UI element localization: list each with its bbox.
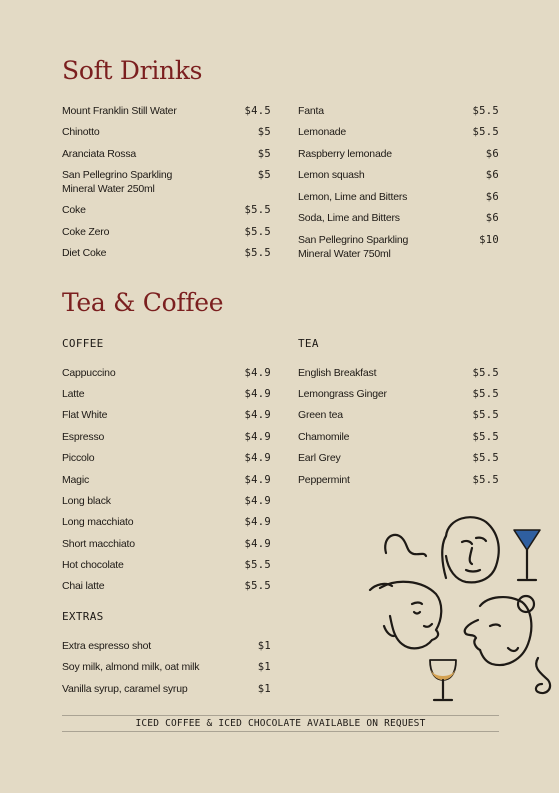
menu-item	[62, 225, 271, 239]
item-name: Hot chocolate	[62, 559, 124, 571]
menu-item	[62, 558, 271, 572]
item-price: $1	[257, 683, 271, 695]
menu-item	[298, 473, 499, 487]
item-name: Cappuccino	[62, 367, 116, 379]
item-price: $5	[257, 148, 271, 160]
item-price: $6	[485, 212, 499, 224]
item-name: Vanilla syrup, caramel syrup	[62, 683, 188, 695]
item-price: $6	[485, 148, 499, 160]
item-name: Diet Coke	[62, 247, 107, 259]
menu-item	[62, 639, 271, 653]
item-name: Extra espresso shot	[62, 640, 151, 652]
item-name: Coke	[62, 204, 86, 216]
item-name: Flat White	[62, 409, 108, 421]
menu-item	[62, 579, 271, 593]
item-price: $5.5	[244, 580, 271, 592]
coffee-heading: COFFEE	[62, 337, 104, 350]
item-name: Lemongrass Ginger	[298, 388, 387, 400]
item-name: Chinotto	[62, 126, 100, 138]
menu-item	[62, 408, 271, 422]
item-price: $4.5	[244, 105, 271, 117]
menu-item	[298, 104, 499, 118]
item-price: $4.9	[244, 367, 271, 379]
menu-item	[298, 366, 499, 380]
item-name: Earl Grey	[298, 452, 341, 464]
menu-item	[62, 430, 271, 444]
item-name: Latte	[62, 388, 85, 400]
item-name: Chamomile	[298, 431, 350, 443]
item-price: $4.9	[244, 431, 271, 443]
menu-item	[62, 451, 271, 465]
item-price: $5.5	[472, 367, 499, 379]
item-name: Soy milk, almond milk, oat milk	[62, 661, 200, 673]
item-price: $5.5	[244, 226, 271, 238]
item-name: Lemon, Lime and Bitters	[298, 191, 408, 203]
item-price: $4.9	[244, 538, 271, 550]
menu-item	[62, 660, 271, 674]
menu-item	[62, 387, 271, 401]
item-price: $6	[485, 169, 499, 181]
item-price: $10	[479, 234, 499, 246]
item-name: Raspberry lemonade	[298, 148, 392, 160]
menu-item	[298, 408, 499, 422]
item-price: $5.5	[472, 452, 499, 464]
item-name: English Breakfast	[298, 367, 377, 379]
item-name: Long black	[62, 495, 111, 507]
menu-item	[62, 494, 271, 508]
item-price: $5.5	[244, 204, 271, 216]
face-right-outline	[480, 597, 531, 665]
menu-item	[62, 104, 271, 118]
swirl-doodle	[536, 658, 550, 693]
item-name: Green tea	[298, 409, 343, 421]
menu-item	[62, 366, 271, 380]
menu-item	[62, 168, 271, 196]
item-price: $1	[257, 640, 271, 652]
menu-item	[62, 537, 271, 551]
menu-item	[62, 246, 271, 260]
item-name: Piccolo	[62, 452, 95, 464]
item-name: Long macchiato	[62, 516, 134, 528]
tea-heading: TEA	[298, 337, 319, 350]
item-price: $4.9	[244, 409, 271, 421]
item-price: $5.5	[244, 559, 271, 571]
item-name: Espresso	[62, 431, 105, 443]
item-price: $5.5	[472, 126, 499, 138]
tea-coffee-title: Tea & Coffee	[62, 288, 224, 317]
menu-item	[298, 451, 499, 465]
item-price: $5.5	[472, 474, 499, 486]
item-name: Peppermint	[298, 474, 350, 486]
item-name: Fanta	[298, 105, 324, 117]
item-name: Magic	[62, 474, 90, 486]
item-price: $5.5	[472, 388, 499, 400]
item-name: Mount Franklin Still Water	[62, 105, 177, 117]
menu-item	[62, 473, 271, 487]
menu-item	[62, 147, 271, 161]
item-price: $4.9	[244, 388, 271, 400]
item-price: $4.9	[244, 495, 271, 507]
item-price: $4.9	[244, 474, 271, 486]
menu-item	[62, 125, 271, 139]
item-price: $4.9	[244, 452, 271, 464]
menu-item	[298, 211, 499, 225]
item-name: Chai latte	[62, 580, 105, 592]
menu-item	[62, 515, 271, 529]
item-price: $4.9	[244, 516, 271, 528]
item-name: San Pellegrino Sparkling Mineral Water 250ml	[62, 169, 173, 195]
menu-item	[298, 387, 499, 401]
menu-item	[62, 682, 271, 696]
menu-item	[298, 125, 499, 139]
menu-item	[298, 233, 499, 261]
menu-item	[298, 190, 499, 204]
iced-drinks-notice: ICED COFFEE & ICED CHOCOLATE AVAILABLE ON REQUEST	[62, 715, 499, 732]
menu-item	[298, 168, 499, 182]
line-drawing-illustration	[362, 508, 559, 708]
item-price: $5	[257, 126, 271, 138]
item-price: $5.5	[472, 431, 499, 443]
item-name: Short macchiato	[62, 538, 135, 550]
squiggle-doodle	[385, 535, 426, 556]
item-price: $5.5	[244, 247, 271, 259]
item-name: Aranciata Rossa	[62, 148, 137, 160]
item-name: Lemon squash	[298, 169, 365, 181]
item-price: $5	[257, 169, 271, 181]
menu-item	[298, 430, 499, 444]
item-name: Lemonade	[298, 126, 347, 138]
face-left-outline	[380, 582, 441, 649]
item-price: $6	[485, 191, 499, 203]
item-price: $5.5	[472, 105, 499, 117]
menu-page	[62, 0, 499, 793]
menu-item	[62, 203, 271, 217]
item-price: $1	[257, 661, 271, 673]
item-price: $5.5	[472, 409, 499, 421]
extras-heading: EXTRAS	[62, 610, 104, 623]
item-name: Coke Zero	[62, 226, 110, 238]
item-name: San Pellegrino Sparkling Mineral Water 750ml	[298, 234, 409, 260]
item-name: Soda, Lime and Bitters	[298, 212, 400, 224]
soft-drinks-title: Soft Drinks	[62, 56, 203, 85]
menu-item	[298, 147, 499, 161]
cocktail-glass	[514, 530, 540, 550]
